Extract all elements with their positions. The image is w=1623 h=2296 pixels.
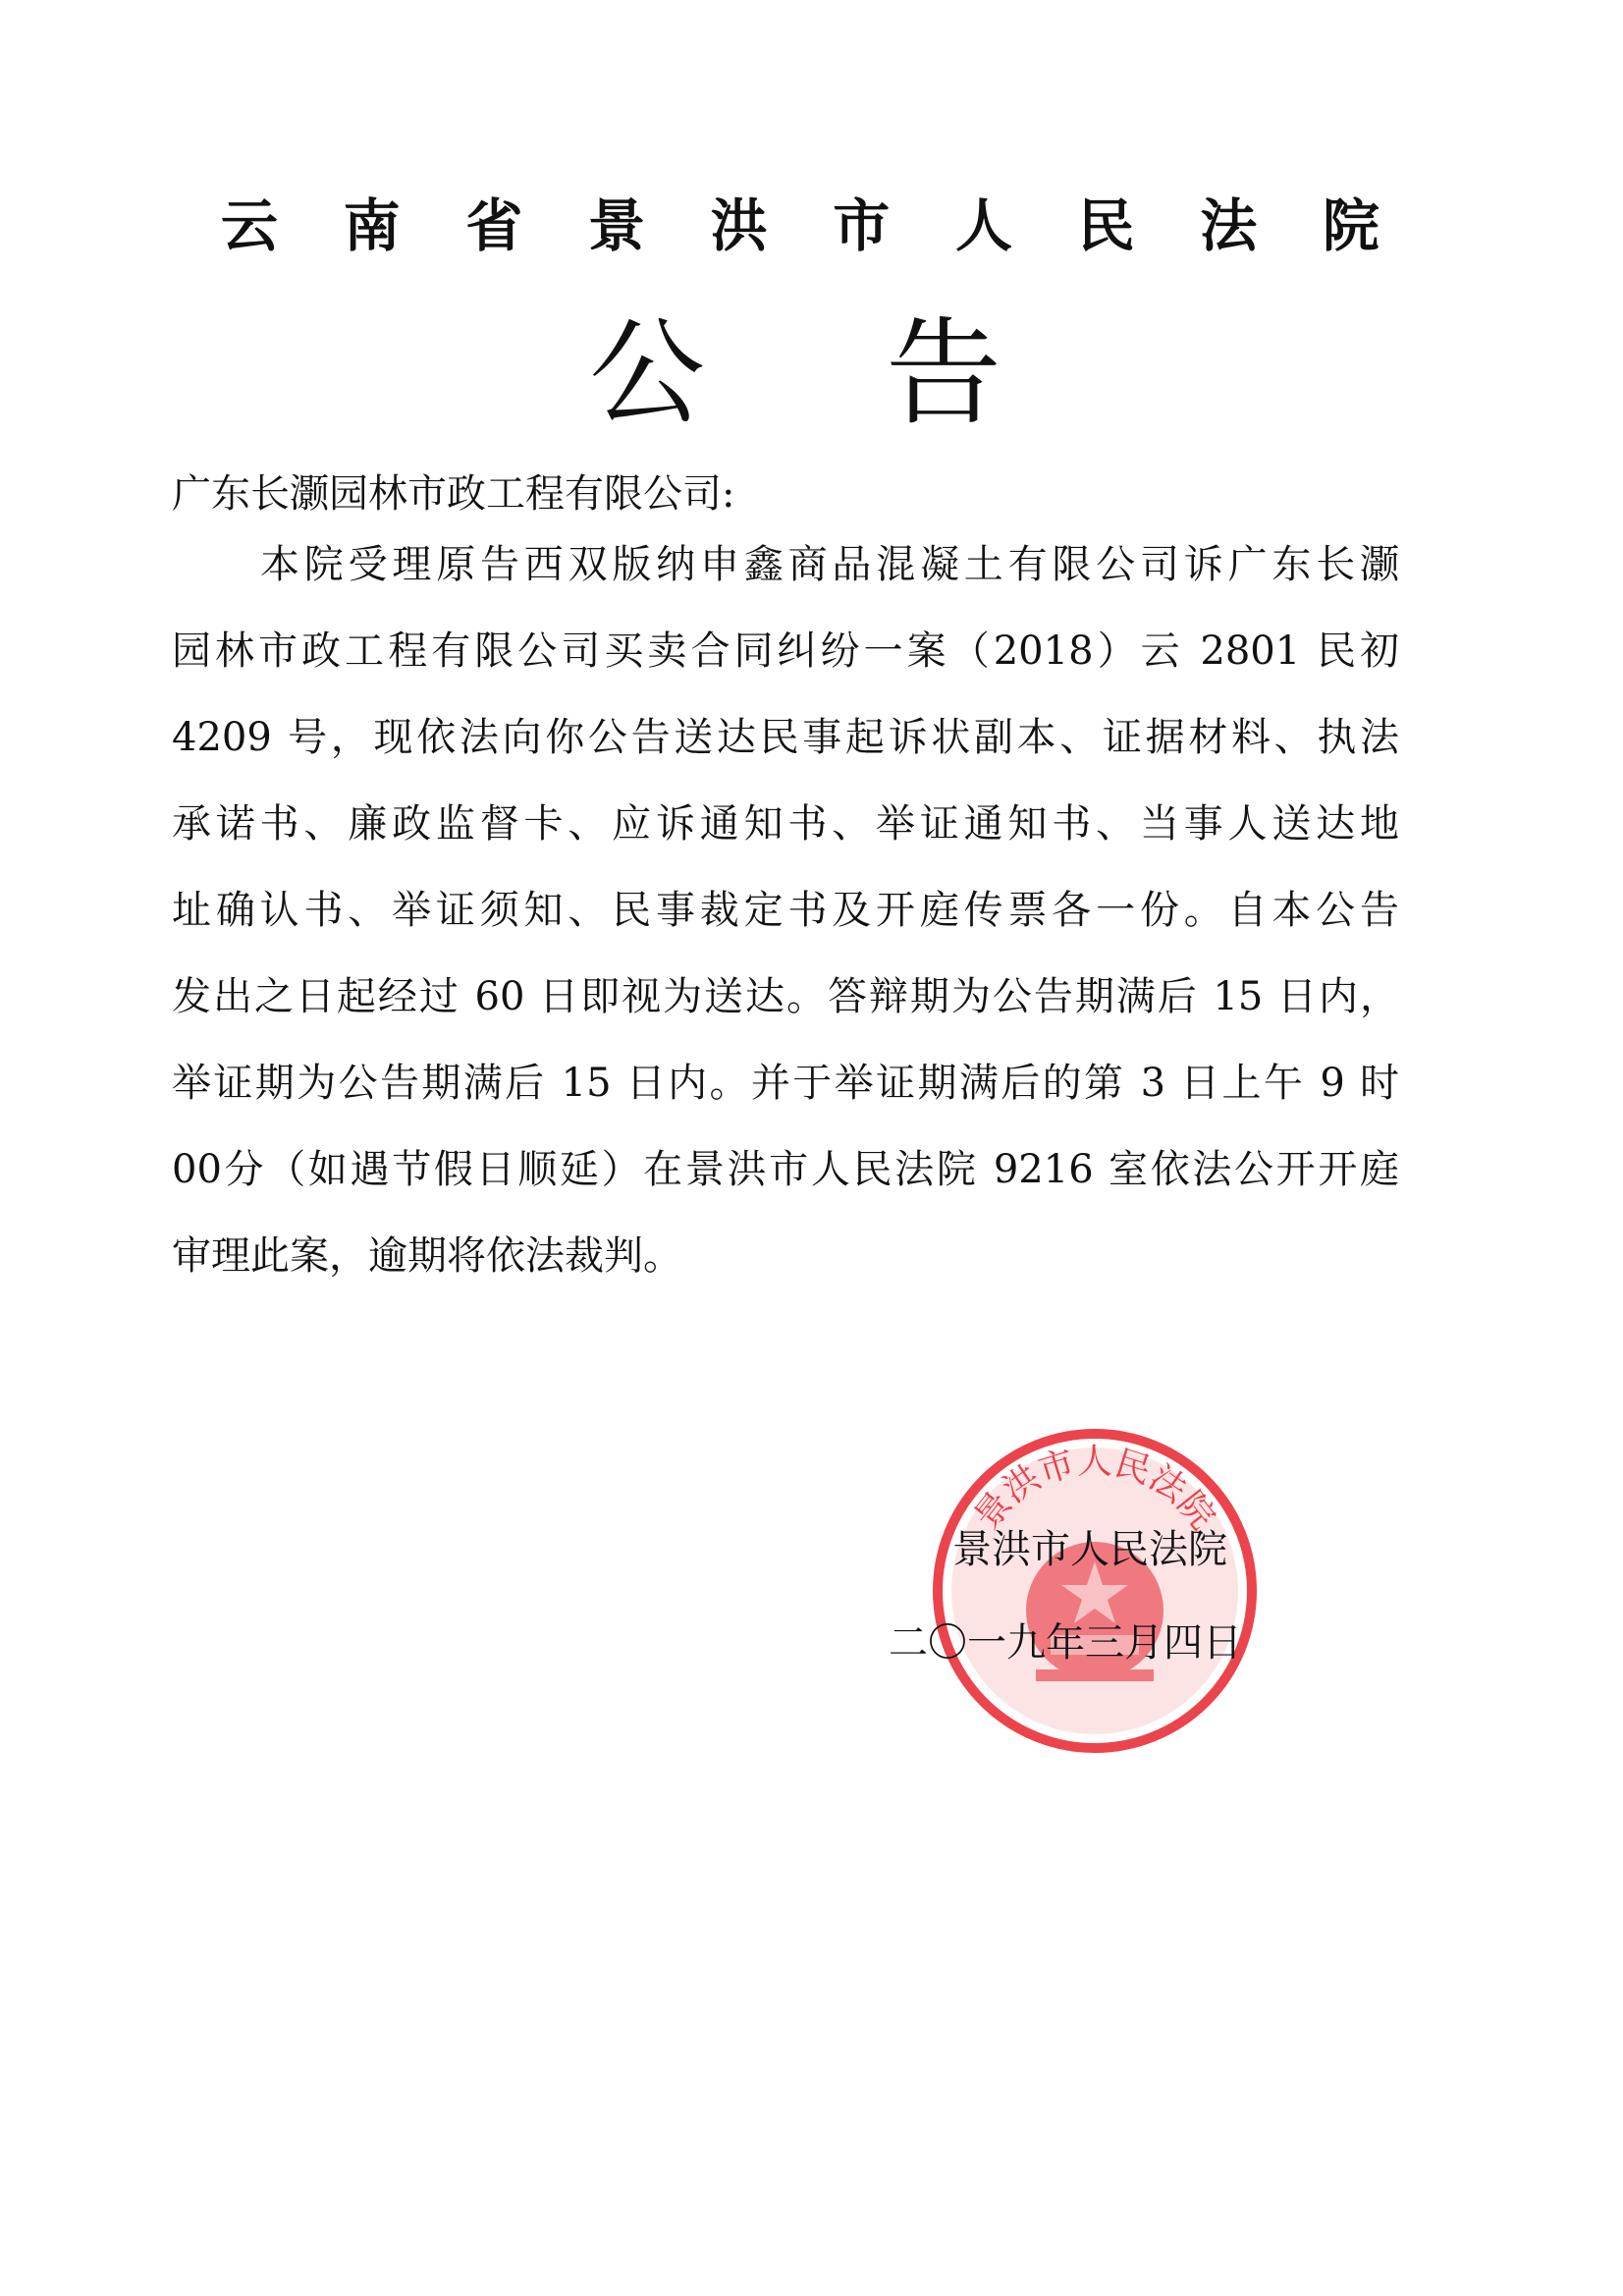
court-name-char: 院 (1322, 192, 1380, 259)
court-name-char: 省 (465, 192, 523, 259)
signature-court-name: 景洪市人民法院 (952, 1527, 1227, 1572)
body-line: 审理此案，逾期将依法裁判。 (172, 1233, 682, 1279)
notice-title (589, 290, 1001, 441)
body-line: 发出之日起经过 60 日即视为送达。答辩期为公告期满后 15 日内， (172, 974, 1399, 1019)
court-name-char: 景 (587, 192, 645, 259)
court-name-heading (221, 177, 1380, 265)
court-name-char: 洪 (710, 192, 768, 259)
notice-title-char: 公 (589, 305, 706, 441)
signature-date: 二〇一九年三月四日 (889, 1620, 1242, 1666)
court-name-char: 南 (343, 192, 401, 259)
body-line: 承诺书、廉政监督卡、应诉通知书、举证通知书、当事人送达地 (172, 801, 1399, 847)
notice-title-char: 告 (885, 305, 1001, 441)
body-line: 4209 号，现依法向你公告送达民事起诉状副本、证据材料、执法 (172, 715, 1399, 760)
body-line: 举证期为公告期满后 15 日内。并于举证期满后的第 3 日上午 9 时 (172, 1061, 1399, 1106)
body-line: 00分（如遇节假日顺延）在景洪市人民法院 9216 室依法公开开庭 (172, 1147, 1399, 1192)
body-line: 园林市政工程有限公司买卖合同纠纷一案（2018）云 2801 民初 (172, 629, 1399, 674)
body-line: 本院受理原告西双版纳申鑫商品混凝土有限公司诉广东长灏 (260, 542, 1399, 587)
seal-text: 景洪市人民法院 (966, 1442, 1223, 1538)
court-name-char: 民 (1077, 192, 1135, 259)
court-name-char: 云 (221, 192, 279, 259)
body-line: 址确认书、举证须知、民事裁定书及开庭传票各一份。自本公告 (172, 888, 1399, 933)
addressee: 广东长灏园林市政工程有限公司: (172, 471, 735, 517)
court-seal-stamp (928, 1424, 1262, 1758)
court-name-char: 人 (954, 192, 1012, 259)
court-name-char: 市 (833, 192, 891, 259)
court-name-char: 法 (1200, 192, 1258, 259)
